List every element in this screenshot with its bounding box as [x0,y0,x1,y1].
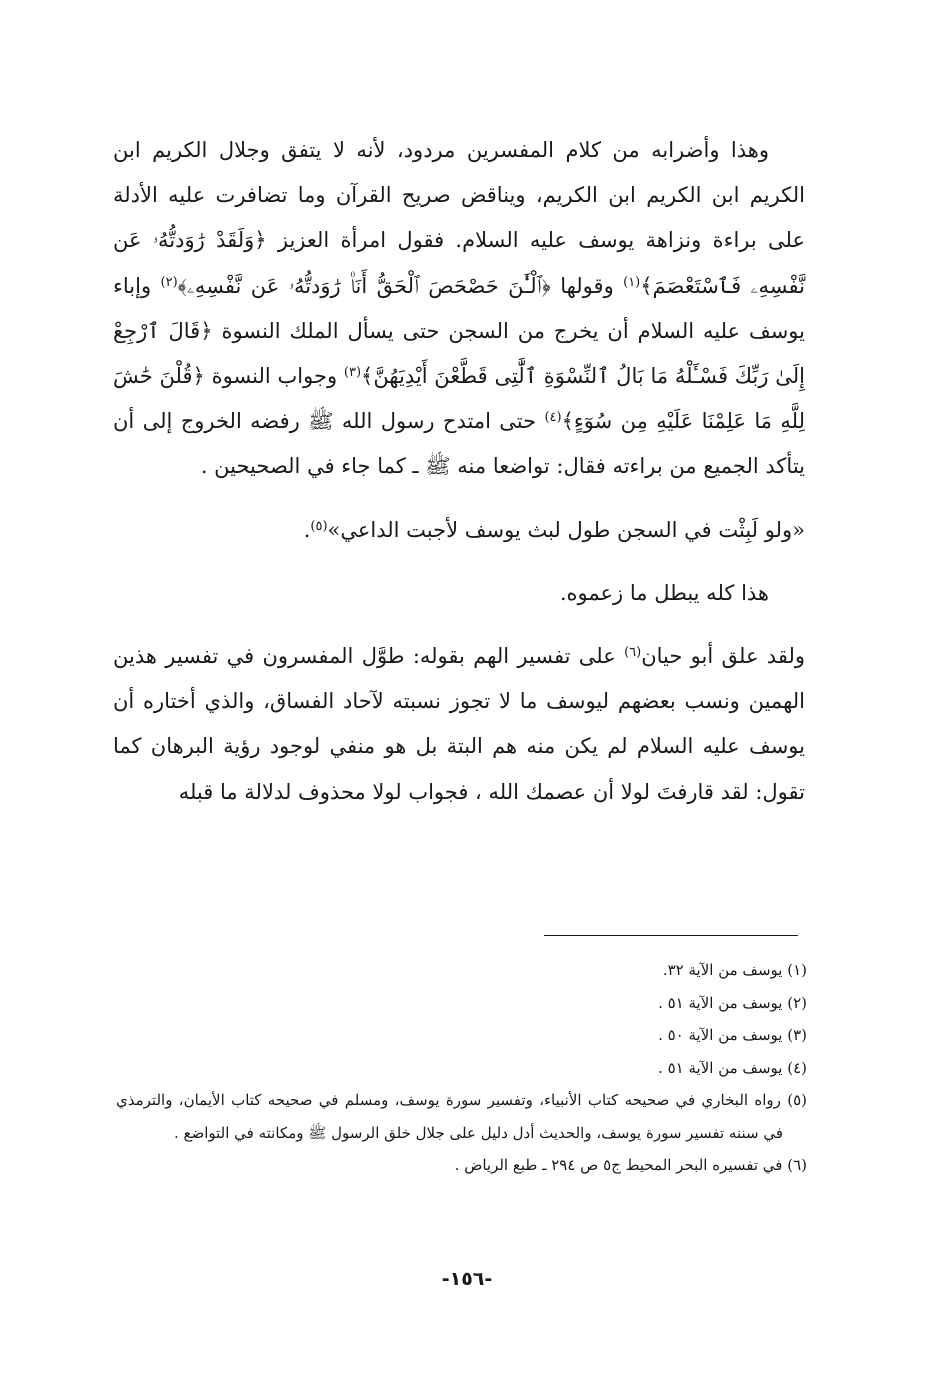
quran-verse-2: ﴿ٱلْـَٰٔنَ حَصْحَصَ ٱلْحَقُّ أَنَا۠ رَٰوَدتُّهُۥ عَن نَّفْسِهِۦ﴾ [177,273,551,298]
footnotes [116,954,807,1182]
quran-verse-4: ﴿قُلْنَ حَٰشَ لِلَّهِ مَا عَلِمْنَا عَلَيْهِ مِن سُوٓءٍ﴾ [113,364,805,434]
paragraph-1-text-a: وهذا وأضرابه من كلام المفسرين مردود، لأنه لا يتفق وجلال الكريم ابن الكريم ابن الكريم ابن الكريم، ويناقض صريح القرآن وما تضافرت عليه الأدلة على براءة ونزاهة يوسف عليه السلام. فقول امرأة العزيز [113,138,805,253]
footnote-5: (٥) رواه البخاري في صحيحه كتاب الأنبياء، وتفسير سورة يوسف، ومسلم في صحيحه كتاب الأيمان، والترمذي في سننه تفسير سورة يوسف، والحديث أدل دليل على جلال خلق الرسول ﷺ ومكانته في التواضع . [116,1091,807,1142]
footnote-3: (٣) يوسف من الآية ٥٠ . [658,1026,807,1044]
footnote-ref-2: (٢) [160,274,178,290]
paragraph-1-text-c: وإباء يوسف عليه السلام أن يخرج من السجن حتى يسأل الملك النسوة [113,273,806,343]
paragraph-4-text-b: على تفسير الهم بقوله: طوَّل المفسرون في تفسير هذين الهمين ونسب بعضهم ليوسف ما لا تجوز نسبته لآحاد الفساق، والذي أختاره أن يوسف عليه السلام لم يكن منه هم البتة بل هو منفي لوجود رؤية البرهان كما تقول: لقد قارفتَ لولا أن عصمك الله ، فجواب لولا محذوف لدلالة ما قبله [113,644,805,804]
page-number: -١٥٦- [441,1268,493,1290]
paragraph-4-text-a: ولقد علق أبو حيان [641,644,805,669]
paragraph-3: هذا كله يبطل ما زعموه. [559,580,769,605]
footnote-1: (١) يوسف من الآية ٣٢. [662,961,807,979]
quran-verse-3: ﴿قَالَ ٱرْجِعْ إِلَىٰ رَبِّكَ فَسْـَٔلْهُ مَا بَالُ ٱلنِّسْوَةِ ٱلَّٰتِى قَطَّعْنَ أَيْدِيَهُنَّ﴾ [113,318,805,389]
footnote-ref-3: (٣) [343,365,362,381]
hadith-text: «ولو لَبِثْت في السجن طول لبث يوسف لأجبت الداعي» [327,517,805,542]
footnote-ref-5: (٥) [310,518,328,534]
footnote-4: (٤) يوسف من الآية ٥١ . [658,1058,807,1077]
hadith-quote [113,508,805,553]
footnote-separator [544,935,798,936]
hadith-end: . [303,517,311,542]
footnote-2: (٢) يوسف من الآية ٥١ . [658,993,807,1012]
footnote-ref-1: (١) [623,274,641,290]
footnote-6: (٦) في تفسيره البحر المحيط ج٥ ص ٢٩٤ ـ طبع الرياض . [454,1156,807,1174]
footnote-ref-6: (٦) [624,645,642,661]
quran-verse-1: ﴿وَلَقَدْ رَٰوَدتُّهُۥ عَن نَّفْسِهِۦ فَٱسْتَعْصَمَ﴾ [113,228,805,298]
paragraph-1-text-b: وقولها [550,273,624,298]
paragraph-1-text-e: حتى امتدح رسول الله ﷺ رفضه الخروج إلى أن يتأكد الجميع من براءته فقال: تواضعا منه ﷺ ـ كما جاء في الصحيحين . [113,409,805,479]
paragraph-4 [113,634,805,815]
main-text [113,128,805,815]
footnote-ref-4: (٤) [544,410,562,426]
paragraph-1-text-d: وجواب النسوة [204,364,344,389]
paragraph-1 [113,128,805,490]
